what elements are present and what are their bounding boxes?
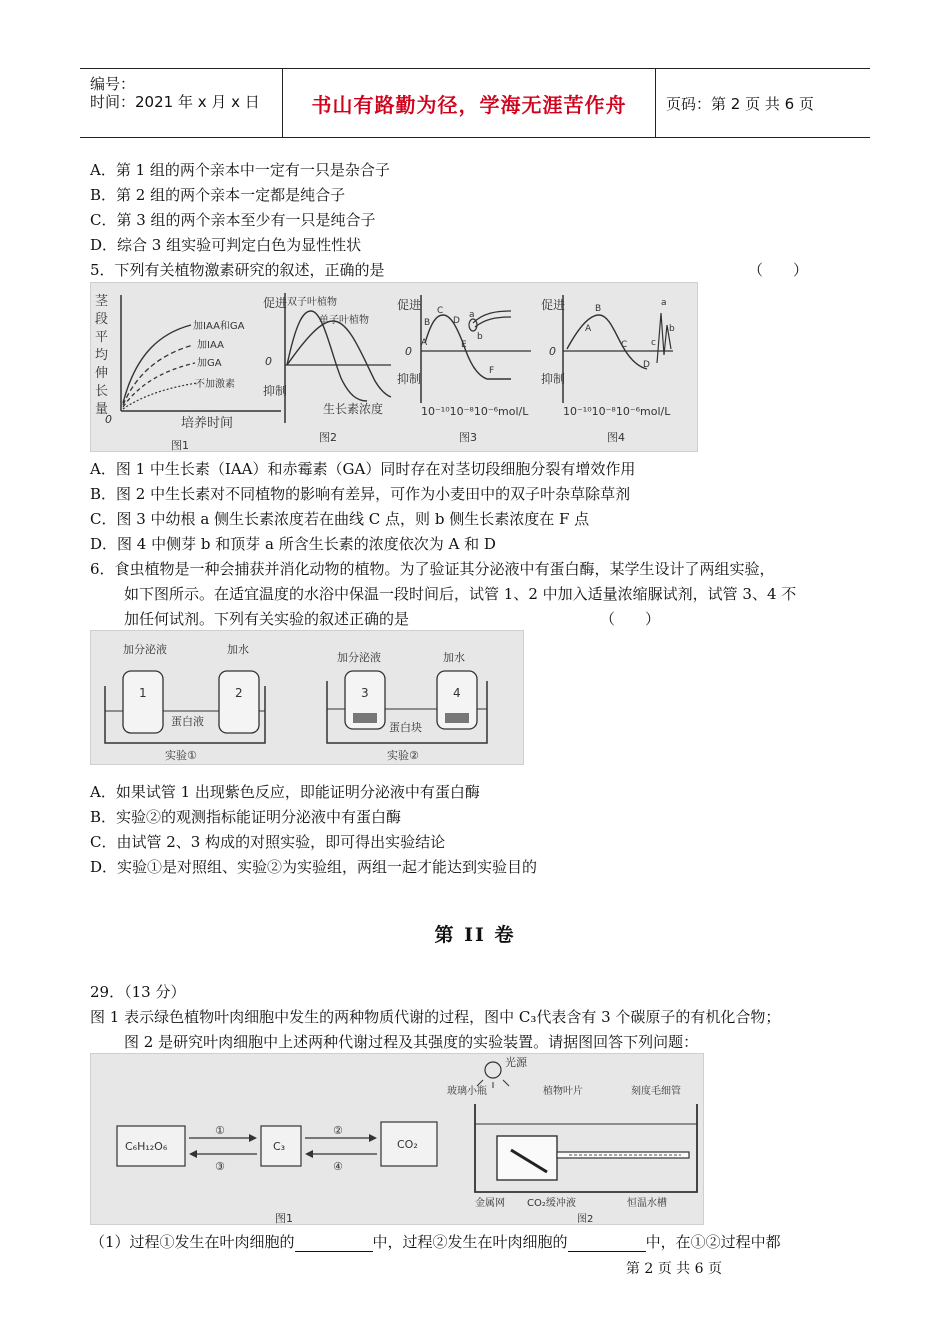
fig3-point: B xyxy=(424,318,431,328)
fig1-curve-label: 加GA xyxy=(197,358,222,369)
svg-text:平: 平 xyxy=(95,330,109,345)
fig1-caption: 图1 xyxy=(275,1212,293,1225)
exp2-right-label: 加水 xyxy=(443,651,465,664)
q6-answer-bracket: （ ） xyxy=(600,610,661,628)
fig2-inhibit: 抑制 xyxy=(263,384,288,398)
fig3-side: b xyxy=(477,332,483,342)
q4-option-b: B．第 2 组的两个亲本一定都是纯合子 xyxy=(90,186,346,204)
exp2-caption: 实验② xyxy=(387,749,419,762)
experiment-1 xyxy=(105,642,265,762)
tube-4-label: 4 xyxy=(453,686,461,700)
fig3-caption: 图3 xyxy=(459,431,477,444)
q4-option-d: D．综合 3 组实验可判定白色为显性性状 xyxy=(90,236,362,254)
svg-text:量: 量 xyxy=(95,402,109,417)
fig4-origin: 0 xyxy=(549,345,556,358)
svg-text:段: 段 xyxy=(95,312,109,327)
answer-blank-2[interactable] xyxy=(568,1236,646,1252)
fig4-inhibit: 抑制 xyxy=(541,372,566,386)
box-glucose: C₆H₁₂O₆ xyxy=(125,1140,168,1153)
q6-option-b: B．实验②的观测指标能证明分泌液中有蛋白酶 xyxy=(90,808,402,826)
tube-2-label: 2 xyxy=(235,686,243,700)
q29-figure xyxy=(90,1053,704,1225)
tube-3-label: 3 xyxy=(361,686,369,700)
header-motto-cell xyxy=(282,69,656,137)
header-page-cell xyxy=(658,69,870,137)
q6-option-a: A．如果试管 1 出现紫色反应，即能证明分泌液中有蛋白酶 xyxy=(90,783,480,801)
q5-option-a: A．图 1 中生长素（IAA）和赤霉素（GA）同时存在对茎切段细胞分裂有增效作用 xyxy=(90,460,636,478)
svg-text:伸: 伸 xyxy=(95,366,109,381)
fig1-curve-label: 不加激素 xyxy=(195,379,235,390)
box-c3: C₃ xyxy=(273,1140,286,1153)
fig1-curve-label: 加IAA和GA xyxy=(193,321,245,332)
fig2-curve-label: 双子叶植物 xyxy=(287,297,337,308)
arrow-label-4: ④ xyxy=(333,1160,343,1173)
fig3-xlabel: 10⁻¹⁰10⁻⁸10⁻⁶mol/L xyxy=(421,405,529,418)
fig1-curve-label: 加IAA xyxy=(197,340,224,351)
q29-q1-part-a: （1）过程①发生在叶肉细胞的 xyxy=(90,1233,295,1251)
q29-q1-part-c: 中，在①②过程中都 xyxy=(645,1233,781,1251)
exp2-left-label: 加分泌液 xyxy=(337,651,381,664)
fig1-ylabel-1: 茎 xyxy=(95,294,109,309)
fig1-caption: 图1 xyxy=(171,439,189,452)
q29-subquestion-1 xyxy=(90,1232,781,1252)
time-label: 时间：2021 年 x 月 x 日 xyxy=(90,93,260,111)
fig4-point: D xyxy=(643,360,650,370)
figure-2-apparatus xyxy=(447,1055,697,1225)
arrow-label-3: ③ xyxy=(215,1160,225,1173)
fig3-point: A xyxy=(421,338,428,348)
fig3-promote: 促进 xyxy=(397,298,422,312)
q6-option-d: D．实验①是对照组、实验②为实验组，两组一起才能达到实验目的 xyxy=(90,858,538,876)
fig2-xlabel: 生长素浓度 xyxy=(323,402,384,416)
q29-line-2: 图 2 是研究叶肉细胞中上述两种代谢过程及其强度的实验装置。请据图回答下列问题： xyxy=(124,1033,699,1051)
page-footer: 第 2 页 共 6 页 xyxy=(625,1261,722,1277)
q29-number: 29．（13 分） xyxy=(90,983,186,1001)
box-co2: CO₂ xyxy=(397,1138,418,1151)
fig3-side: a xyxy=(469,310,475,320)
fig2-origin: 0 xyxy=(265,355,272,368)
fig3-point: D xyxy=(453,316,460,326)
fig4-xlabel: 10⁻¹⁰10⁻⁸10⁻⁶mol/L xyxy=(563,405,671,418)
exp2-content-label: 蛋白块 xyxy=(389,721,422,734)
fig2-caption: 图2 xyxy=(577,1214,594,1225)
fig3-origin: 0 xyxy=(405,345,412,358)
fig4-point: C xyxy=(621,340,628,350)
fig1-xlabel: 培养时间 xyxy=(181,416,234,431)
q6-option-c: C．由试管 2、3 构成的对照实验，即可得出实验结论 xyxy=(90,833,446,851)
figure-1-metabolism xyxy=(117,1122,437,1225)
bottle-label: 玻璃小瓶 xyxy=(447,1086,487,1097)
tube-1-label: 1 xyxy=(139,686,147,700)
capillary-label: 刻度毛细管 xyxy=(631,1086,681,1097)
light-source-label: 光源 xyxy=(505,1056,527,1069)
fig3-point: C xyxy=(437,306,444,316)
fig2-curve-label: 单子叶植物 xyxy=(319,315,369,326)
fig4-caption: 图4 xyxy=(607,431,625,444)
page-header xyxy=(80,68,870,138)
q5-answer-bracket: （ ） xyxy=(748,261,809,279)
figure-4 xyxy=(541,295,675,444)
buffer-label: CO₂缓冲液 xyxy=(527,1198,576,1209)
arrow-label-1: ① xyxy=(215,1124,225,1137)
fig4-side: a xyxy=(661,298,667,308)
water-bath-label: 恒温水槽 xyxy=(627,1198,667,1209)
q5-figure xyxy=(90,282,698,452)
id-label: 编号： xyxy=(90,75,136,93)
q6-line-1: 6．食虫植物是一种会捕获并消化动物的植物。为了验证其分泌液中有蛋白酶，某学生设计了两组实验， xyxy=(90,560,775,578)
q4-option-a: A．第 1 组的两个亲本中一定有一只是杂合子 xyxy=(90,161,390,179)
fig4-side: b xyxy=(669,324,675,334)
q6-line-2: 如下图所示。在适宜温度的水浴中保温一段时间后，试管 1、2 中加入适量浓缩脲试剂，试管 3、4 不 xyxy=(124,585,797,603)
fig4-point: B xyxy=(595,304,602,314)
q5-option-b: B．图 2 中生长素对不同植物的影响有差异，可作为小麦田中的双子叶杂草除草剂 xyxy=(90,485,631,503)
q4-option-c: C．第 3 组的两个亲本至少有一只是纯合子 xyxy=(90,211,376,229)
fig3-point: E xyxy=(461,340,467,350)
q29-line-1: 图 1 表示绿色植物叶肉细胞中发生的两种物质代谢的过程，图中 C₃代表含有 3 个碳原子的有机化合物； xyxy=(90,1008,781,1026)
mesh-label: 金属网 xyxy=(475,1198,505,1209)
svg-text:均: 均 xyxy=(95,348,109,363)
header-info-cell xyxy=(80,69,280,137)
q6-line-3: 加任何试剂。下列有关实验的叙述正确的是 xyxy=(124,610,410,628)
figure-3 xyxy=(397,295,531,444)
answer-blank-1[interactable] xyxy=(295,1236,373,1252)
q5-stem: 5．下列有关植物激素研究的叙述，正确的是 xyxy=(90,261,385,279)
fig4-promote: 促进 xyxy=(541,298,566,312)
exp1-left-label: 加分泌液 xyxy=(123,643,167,656)
figure-1 xyxy=(95,294,281,452)
motto: 书山有路勤为径，学海无涯苦作舟 xyxy=(311,92,627,117)
fig3-inhibit: 抑制 xyxy=(397,372,422,386)
q5-option-c: C．图 3 中幼根 a 侧生长素浓度若在曲线 C 点，则 b 侧生长素浓度在 F 点 xyxy=(90,510,590,528)
q5-option-d: D．图 4 中侧芽 b 和顶芽 a 所含生长素的浓度依次为 A 和 D xyxy=(90,535,496,553)
exp1-content-label: 蛋白液 xyxy=(171,715,204,728)
arrow-label-2: ② xyxy=(333,1124,343,1137)
fig4-side: c xyxy=(651,338,656,348)
section-title: 第 II 卷 xyxy=(434,924,516,946)
svg-text:长: 长 xyxy=(95,384,109,399)
fig3-point: F xyxy=(489,366,495,376)
experiment-2 xyxy=(327,650,487,762)
fig1-origin: 0 xyxy=(105,413,112,426)
exp1-right-label: 加水 xyxy=(227,643,249,656)
leaf-label: 植物叶片 xyxy=(543,1086,583,1097)
figure-2 xyxy=(263,293,391,444)
page-label: 页码：第 2 页 共 6 页 xyxy=(666,94,814,113)
fig2-caption: 图2 xyxy=(319,431,337,444)
fig4-point: A xyxy=(585,324,592,334)
q29-q1-part-b: 中，过程②发生在叶肉细胞的 xyxy=(372,1233,568,1251)
q6-figure xyxy=(90,630,524,765)
exp1-caption: 实验① xyxy=(165,749,197,762)
fig2-promote: 促进 xyxy=(263,296,288,310)
